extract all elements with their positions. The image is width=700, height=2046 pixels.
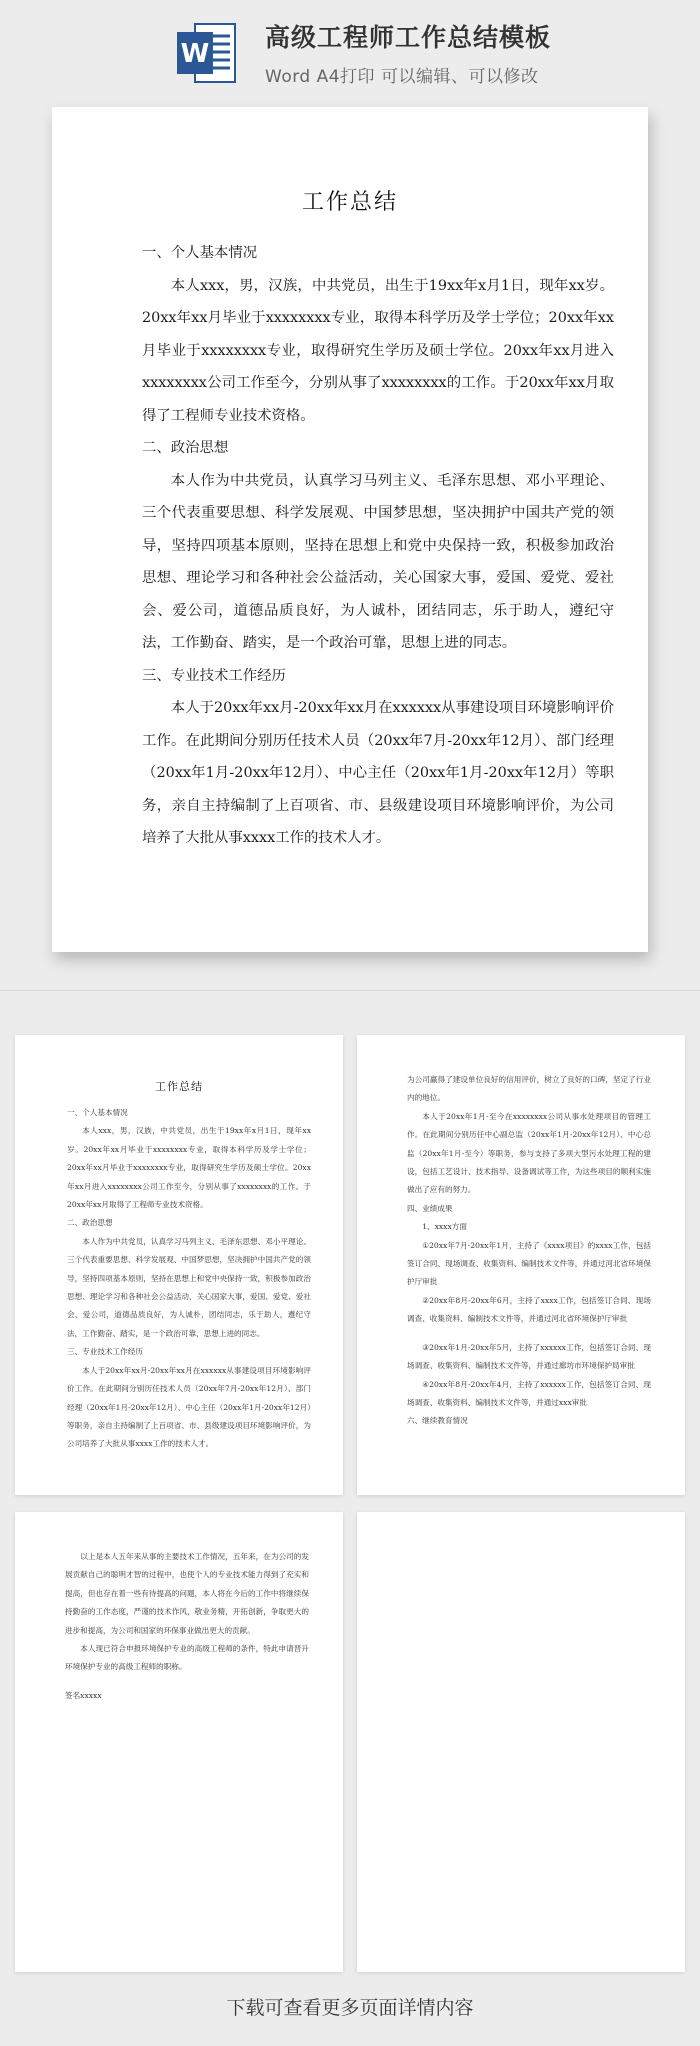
thumbnail-body: [67, 1104, 311, 1454]
divider: [0, 990, 700, 991]
page-thumbnail-3[interactable]: [15, 1512, 343, 1972]
list-item: ②20xx年8月-20xx年6月，主持了xxxx工作，包括签订合同、现场调查、收集资料、编制技术文件等，并通过河北省环境保护厅审批: [407, 1295, 651, 1324]
subsection-heading: 1、xxxx方面: [422, 1222, 467, 1232]
page-subtitle: Word A4打印 可以编辑、可以修改: [265, 67, 539, 87]
paragraph: 本人现已符合申报环境保护专业的高级工程师的条件，特此申请晋升环境保护专业的高级工程师的职称。: [65, 1644, 309, 1672]
document-body: [142, 237, 614, 855]
section-heading: 二、政治思想: [67, 1218, 113, 1228]
paragraph: 本人于20xx年xx月-20xx年xx月在xxxxxx从事建设项目环境影响评价工作。在此期间分别历任技术人员（20xx年7月-20xx年12月）、部门经理（20xx年1月-20xx年12月）、中心主任（20xx年1月-20xx年12月）等职务，亲自主持编制了上百项省、市、县级建设项目环境影响评价，为公司培养了大批从事xxxx工作的技术人才。: [142, 700, 614, 846]
section-heading: 三、专业技术工作经历: [67, 1347, 143, 1357]
section-heading: 一、个人基本情况: [67, 1108, 128, 1117]
page-thumbnail-2[interactable]: [357, 1035, 685, 1495]
page-thumbnail-1[interactable]: [15, 1035, 343, 1495]
paragraph: 本人xxx，男，汉族，中共党员，出生于19xx年x月1日，现年xx岁。20xx年xx月毕业于xxxxxxxx专业，取得本科学历及学士学位；20xx年xx月毕业于xxxxxxxx专业，取得研究生学历及硕士学位。20xx年xx月进入xxxxxxxx公司工作至今，分别从事了xxxxxxxx的工作。于20xx年xx月取得了工程师专业技术资格。: [67, 1126, 311, 1210]
word-document-icon: [175, 20, 239, 86]
paragraph: 本人作为中共党员，认真学习马列主义、毛泽东思想、邓小平理论、三个代表重要思想、科学发展观、中国梦思想，坚决拥护中国共产党的领导，坚持四项基本原则，坚持在思想上和党中央保持一致，积极参加政治思想、理论学习和各种社会公益活动，关心国家大事，爱国、爱党、爱社会、爱公司，道德品质良好，为人诚朴，团结同志，乐于助人，遵纪守法，工作勤奋、踏实，是一个政治可靠，思想上进的同志。: [142, 472, 614, 651]
section-heading: 六、继续教育情况: [407, 1416, 468, 1426]
document-page-preview: [52, 107, 648, 952]
list-item: ③20xx年1月-20xx年5月，主持了xxxxxx工作，包括签订合同、现场调查、收集资料、编制技术文件等，并通过廊坊市环境保护局审批: [407, 1342, 651, 1371]
paragraph: 本人于20xx年xx月-20xx年xx月在xxxxxx从事建设项目环境影响评价工作。在此期间分别历任技术人员（20xx年7月-20xx年12月）、部门经理（20xx年1月-20xx年12月）、中心主任（20xx年1月-20xx年12月）等职务，亲自主持编制了上百项省、市、县级建设项目环境影响评价，为公司培养了大批从事xxxx工作的技术人才。: [67, 1365, 311, 1449]
section-heading: 二、政治思想: [142, 440, 229, 456]
section-heading: 四、业绩成果: [407, 1203, 453, 1213]
thumbnail-body: [65, 1548, 309, 1705]
page-thumbnail-4[interactable]: [357, 1512, 685, 1972]
list-item: ①20xx年7月-20xx年1月，主持了《xxxx项目》的xxxx工作，包括签订合同、现场调查、收集资料、编制技术文件等，并通过河北省环境保护厅审批: [407, 1240, 651, 1287]
paragraph: 以上是本人五年来从事的主要技术工作情况，五年来，在为公司的发展贡献自己的聪明才智的过程中，也使个人的专业技术能力得到了充实和提高，但也存在着一些有待提高的问题，本人将在今后的工作中将继续保持勤奋的工作态度，严谨的技术作风，敬业务精，开拓创新，争取更大的进步和提高，为公司和国家的环保事业做出更大的贡献。: [65, 1552, 309, 1635]
list-item: ④20xx年8月-20xx年4月，主持了xxxxxx工作，包括签订合同、现场调查、收集资料、编制技术文件等，并通过xxx审批: [407, 1379, 651, 1407]
signature: 签名xxxxx: [65, 1690, 102, 1700]
thumbnail-title: 工作总结: [155, 1080, 203, 1093]
page-title: 高级工程师工作总结模板: [265, 23, 552, 52]
paragraph: 为公司赢得了建设单位良好的信用评价，树立了良好的口碑，坚定了行业内的地位。: [407, 1075, 651, 1103]
paragraph: 本人xxx，男，汉族，中共党员，出生于19xx年x月1日，现年xx岁。20xx年xx月毕业于xxxxxxxx专业，取得本科学历及学士学位；20xx年xx月毕业于xxxxxxxx专业，取得研究生学历及硕士学位。20xx年xx月进入xxxxxxxx公司工作至今，分别从事了xxxxxxxx的工作。于20xx年xx月取得了工程师专业技术资格。: [142, 277, 614, 424]
document-title: 工作总结: [301, 190, 398, 215]
section-heading: 一、个人基本情况: [142, 245, 258, 261]
svg-text:W: W: [180, 39, 210, 69]
section-heading: 三、专业技术工作经历: [142, 667, 286, 684]
download-more-link[interactable]: 下载可查看更多页面详情内容: [226, 1997, 474, 2019]
paragraph: 本人作为中共党员，认真学习马列主义、毛泽东思想、邓小平理论、三个代表重要思想、科学发展观、中国梦思想，坚决拥护中国共产党的领导，坚持四项基本原则，坚持在思想上和党中央保持一致，积极参加政治思想、理论学习和各种社会公益活动，关心国家大事，爱国、爱党、爱社会、爱公司，道德品质良好，为人诚朴，团结同志，乐于助人，遵纪守法，工作勤奋、踏实，是一个政治可靠，思想上进的同志。: [67, 1236, 311, 1338]
paragraph: 本人于20xx年1月-至今在xxxxxxxx公司从事水处理项目的管理工作。在此期间分别历任中心副总监（20xx年1月-20xx年12月）、中心总监（20xx年1月-至今）等职务，参与支持了多项大型污水处理工程的建设，包括工艺设计、技术指导、设备调试等工作，为这些项目的顺利实施做出了应有的努力。: [407, 1111, 651, 1195]
thumbnail-body: [407, 1071, 651, 1431]
header: [0, 0, 700, 100]
